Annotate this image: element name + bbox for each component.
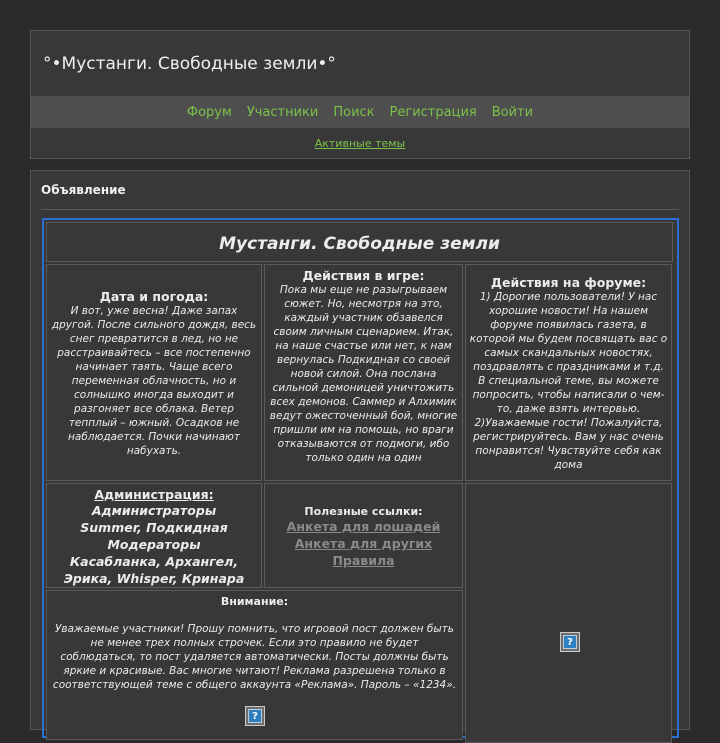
active-topics-row [31, 137, 689, 150]
nav-forum[interactable]: Форум [186, 104, 232, 120]
attention-cell [46, 590, 463, 740]
admin-heading: Администрация: [94, 487, 214, 502]
divider [41, 209, 679, 210]
main-nav [31, 96, 689, 128]
forum-actions-cell [465, 264, 672, 481]
mods-list-1: Касабланка, Архангел, [69, 554, 239, 569]
useful-links-heading: Полезные ссылки: [304, 505, 423, 518]
forum-header [30, 30, 690, 159]
nav-login[interactable]: Войти [491, 104, 534, 120]
nav-register[interactable]: Регистрация [389, 104, 477, 120]
forum-title: °•Мустанги. Свободные земли•° [43, 54, 336, 74]
image-cell [465, 483, 672, 743]
game-actions-heading: Действия в игре: [302, 268, 425, 283]
attention-heading: Внимание: [220, 595, 289, 608]
weather-cell [46, 264, 262, 481]
board-title: Мустанги. Свободные земли [219, 234, 500, 254]
attention-text: Уважаемые участники! Прошу помнить, что игровой пост должен быть не менее трех полных строчек. Если это правило не будет соблюдаться, то пост удаляется автоматически. Посты должны быть яркие и красивые. Вас многие читают! Реклама разрешена только в соответствующей теме с общего аккаунта «Реклама». Пароль – «1234». [52, 623, 457, 691]
game-actions-cell [264, 264, 463, 481]
admins-list: Summer, Подкидная [80, 520, 228, 535]
forum-actions-text: 1) Дорогие пользователи! У нас хорошие новости! На нашем форуме появилась газета, в которой мы будем посвящать вас о самых скандальных новостях, поздравлять с праздниками и т.д. В специальной теме, вы можете попросить, чтобы написали о чем-то, даже взять интервью. 2)Уважаемые гости! Пожалуйста, регистрируйтесь. Вам у нас очень понравится! Чувствуйте себя как дома [469, 291, 668, 471]
admin-cell [46, 483, 262, 588]
broken-image-icon: ? [560, 632, 580, 652]
announcement-board [42, 218, 679, 738]
announcement-panel [30, 170, 690, 730]
nav-search[interactable]: Поиск [333, 104, 375, 120]
weather-text: И вот, уже весна! Даже запах другой. После сильного дождя, весь снег превратится в лед, но не расстраивайтесь – все постепенно начинает таять. Чаще всего переменная облачность, но и солнышко иногда выходит и разгоняет все облака. Ветер тепплый – южный. Осадков не наблюдается. Почки начинают набухать. [51, 305, 257, 457]
link-rules[interactable]: Правила [332, 553, 395, 568]
mods-label: Модераторы [107, 537, 201, 552]
link-horse-form[interactable]: Анкета для лошадей [286, 519, 441, 534]
announcement-label: Объявление [41, 183, 126, 197]
mods-list-2: Эрика, Whisper, Кринара [63, 571, 245, 586]
active-topics-link[interactable]: Активные темы [314, 137, 406, 150]
nav-members[interactable]: Участники [246, 104, 319, 120]
forum-actions-heading: Действия на форуме: [490, 275, 647, 290]
weather-heading: Дата и погода: [99, 289, 209, 304]
link-other-form[interactable]: Анкета для других [294, 536, 433, 551]
useful-links-cell [264, 483, 463, 588]
board-title-cell [46, 222, 673, 262]
broken-image-icon: ? [245, 706, 265, 726]
game-actions-text: Пока мы еще не разыгрываем сюжет. Но, несмотря на это, каждый участник обзавелся своим личным сценарием. Итак, на наше счастье или нет, к нам вернулась Подкидная со своей новой силой. Она послана сильной демоницей уничтожить всех демонов. Саммер и Алхимик ведут ожесточенный бой, многие пришли им на помощь, но враги отказываются от подмоги, ибо только один на один [269, 284, 458, 464]
admins-label: Администраторы [91, 503, 217, 518]
